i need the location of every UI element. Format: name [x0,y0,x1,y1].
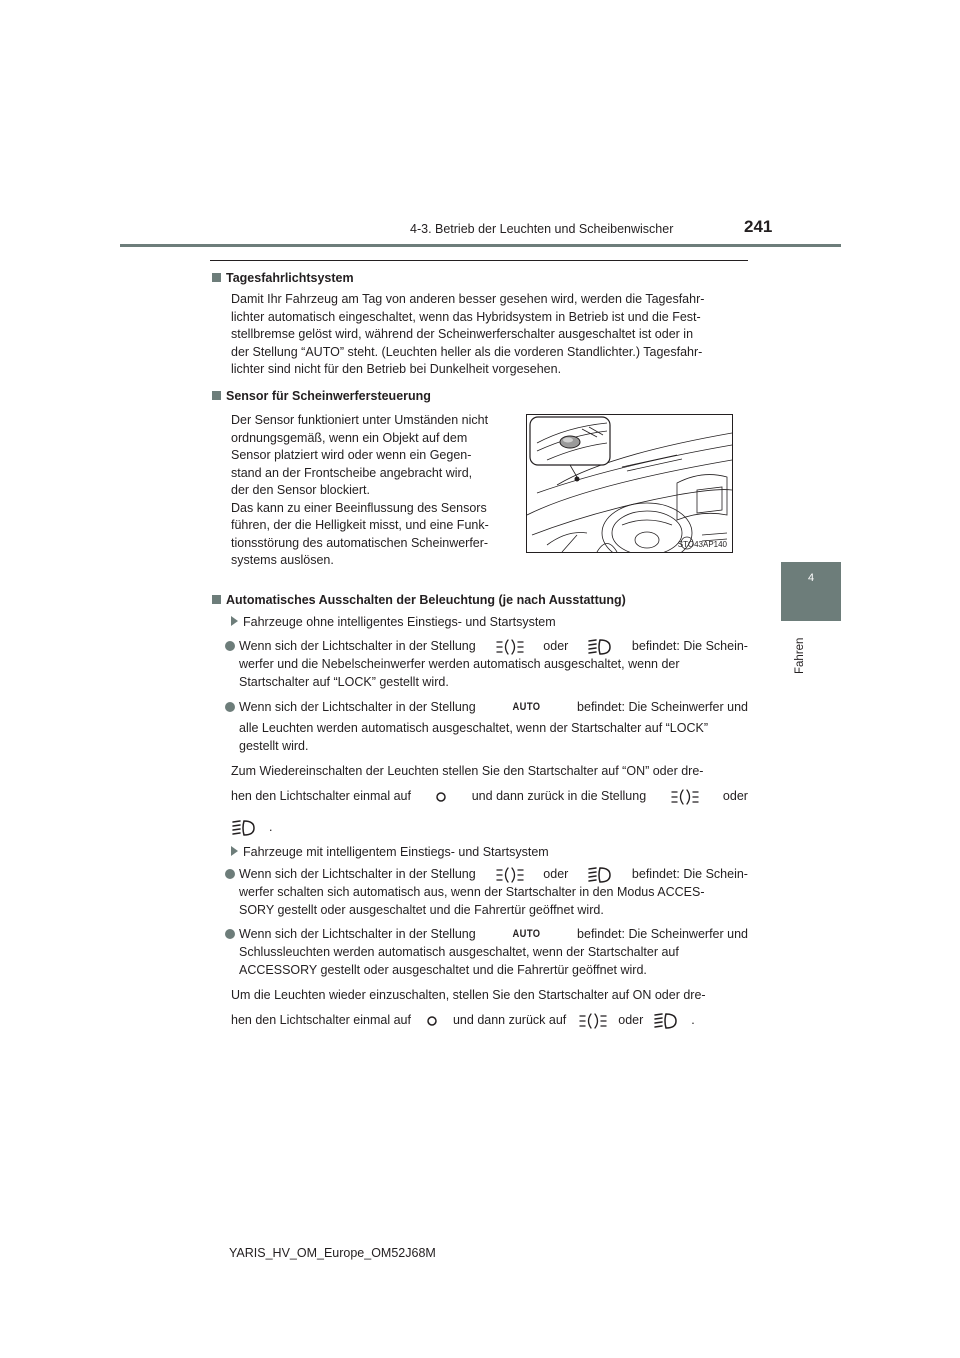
sensor-line: tionsstörung des automatischen Scheinwerfer- [231,535,489,550]
text-run: hen den Lichtschalter einmal auf [231,1013,411,1028]
chapter-label: Fahren [794,637,806,674]
dashboard-sensor-figure [526,414,733,553]
sub2-title [231,844,549,862]
daytime-body [231,291,748,379]
sensor-line: Das kann zu einer Beeinflussung des Sensors [231,500,487,515]
header-rule [120,244,841,247]
text-run: und dann zurück auf [452,1013,567,1028]
sub1-note [231,763,748,781]
figure-code: STO43AP140 [677,540,727,549]
page-number: 241 [744,217,773,236]
content-rule [210,260,748,261]
chapter-number: 4 [807,572,815,584]
tail-light-icon [495,865,525,885]
text-run: . [691,1013,695,1028]
text-run: oder [543,867,569,882]
text-run: ACCESSORY gestellt oder ausgeschaltet und die Fahrertür geöffnet wird. [239,962,647,977]
auto-off-heading-text: Automatisches Ausschalten der Beleuchtung (je nach Ausstattung) [226,593,626,607]
headlight-icon [653,1011,679,1031]
auto-icon: AUTO [512,701,541,714]
text-run: oder [722,789,748,804]
chapter-tab[interactable] [781,562,841,621]
text-run: befindet: Die Schein- [631,867,748,882]
sub2-note-line2 [231,1011,695,1031]
text-run: hen den Lichtschalter einmal auf [231,789,411,804]
headlight-icon [587,865,613,885]
chapter-label-wrapper [794,626,812,676]
daytime-heading [212,270,354,288]
sensor-line: Der Sensor funktioniert unter Umständen nicht [231,413,489,427]
round-bullet-icon [225,702,235,712]
sensor-line: der den Sensor blockiert. [231,483,370,497]
auto-icon: AUTO [512,928,541,941]
off-position-icon [434,790,448,804]
sensor-line: ordnungsgemäß, wenn ein Objekt auf dem [231,430,468,445]
text-run: Wenn sich der Lichtschalter in der Stellung [239,927,476,942]
text-run: Wenn sich der Lichtschalter in der Stellung [239,639,476,654]
text-run: Um die Leuchten wieder einzuschalten, stellen Sie den Startschalter auf ON oder dre- [231,988,706,1002]
daytime-line: lichter sind nicht für den Betrieb bei Dunkelheit vorgesehen. [231,362,562,376]
round-bullet-icon [225,929,235,939]
text-run: Zum Wiedereinschalten der Leuchten stellen Sie den Startschalter auf “ON” oder dre- [231,764,704,778]
sub1-title [231,614,556,632]
square-bullet-icon [212,391,221,400]
text-run: Wenn sich der Lichtschalter in der Stellung [239,700,476,715]
text-run: oder [543,639,569,654]
text-run: werfer schalten sich automatisch aus, wenn der Startschalter in den Modus ACCES- [239,885,705,899]
sensor-body [231,412,506,570]
footer-doc-code: YARIS_HV_OM_Europe_OM52J68M [229,1246,436,1260]
tail-light-icon [578,1011,608,1031]
sensor-line: führen, der die Helligkeit misst, und eine Funk- [231,518,489,532]
headlight-icon [587,637,613,657]
text-run: Startschalter auf “LOCK” gestellt wird. [239,674,449,689]
round-bullet-icon [225,869,235,879]
text-run: werfer und die Nebelscheinwerfer werden automatisch ausgeschaltet, wenn der [239,657,680,671]
sensor-line: Sensor platziert wird oder wenn ein Gegen- [231,448,472,462]
sensor-line: stand an der Frontscheibe angebracht wird, [231,465,473,480]
sub1-note-line3 [231,818,272,838]
sub2-title-text: Fahrzeuge mit intelligentem Einstiegs- und Startsystem [243,845,549,859]
text-run: befindet: Die Scheinwerfer und [577,700,748,715]
daytime-line: lichter automatisch eingeschaltet, wenn das Hybridsystem in Betrieb ist und die Fest- [231,309,701,324]
text-run: Wenn sich der Lichtschalter in der Stellung [239,867,476,882]
daytime-line: der Stellung “AUTO” steht. (Leuchten heller als die vorderen Standlichter.) Tagesfahr- [231,344,703,359]
sub2-bullet-1 [225,866,748,919]
text-run: befindet: Die Scheinwerfer und [577,927,748,942]
text-run: Schlussleuchten werden automatisch ausgeschaltet, wenn der Startschalter auf [239,945,679,959]
sensor-line: systems auslösen. [231,553,334,567]
text-run: gestellt wird. [239,738,309,753]
sub1-bullet-1 [225,638,748,691]
tail-light-icon [495,637,525,657]
triangle-bullet-icon [231,616,238,626]
text-run: und dann zurück in die Stellung [471,789,647,804]
triangle-bullet-icon [231,846,238,856]
sub1-bullet-2 [225,699,748,755]
tail-light-icon [670,787,700,807]
daytime-line: Damit Ihr Fahrzeug am Tag von anderen besser gesehen wird, werden die Tagesfahr- [231,292,705,306]
auto-off-heading [212,592,626,610]
sensor-heading-text: Sensor für Scheinwerfersteuerung [226,389,431,403]
text-run: . [269,820,273,835]
sub2-bullet-2 [225,926,748,979]
sensor-heading [212,388,431,406]
square-bullet-icon [212,595,221,604]
text-run: alle Leuchten werden automatisch ausgeschaltet, wenn der Startschalter auf “LOCK” [239,721,709,735]
daytime-line: stellbremse gelöst wird, während der Scheinwerferschalter ausgeschaltet ist oder in [231,327,694,341]
dashboard-illustration [527,415,732,552]
headlight-icon [231,818,257,838]
text-run: SORY gestellt oder ausgeschaltet und die Fahrertür geöffnet wird. [239,902,604,917]
sub2-note [231,987,748,1005]
square-bullet-icon [212,273,221,282]
sub1-note-line2 [231,787,748,807]
daytime-heading-text: Tagesfahrlichtsystem [226,271,354,285]
sub1-title-text: Fahrzeuge ohne intelligentes Einstiegs- und Startsystem [243,615,556,629]
text-run: oder [618,1013,644,1028]
round-bullet-icon [225,641,235,651]
text-run: befindet: Die Schein- [631,639,748,654]
off-position-icon [425,1014,439,1028]
section-title: 4-3. Betrieb der Leuchten und Scheibenwischer [410,222,674,236]
